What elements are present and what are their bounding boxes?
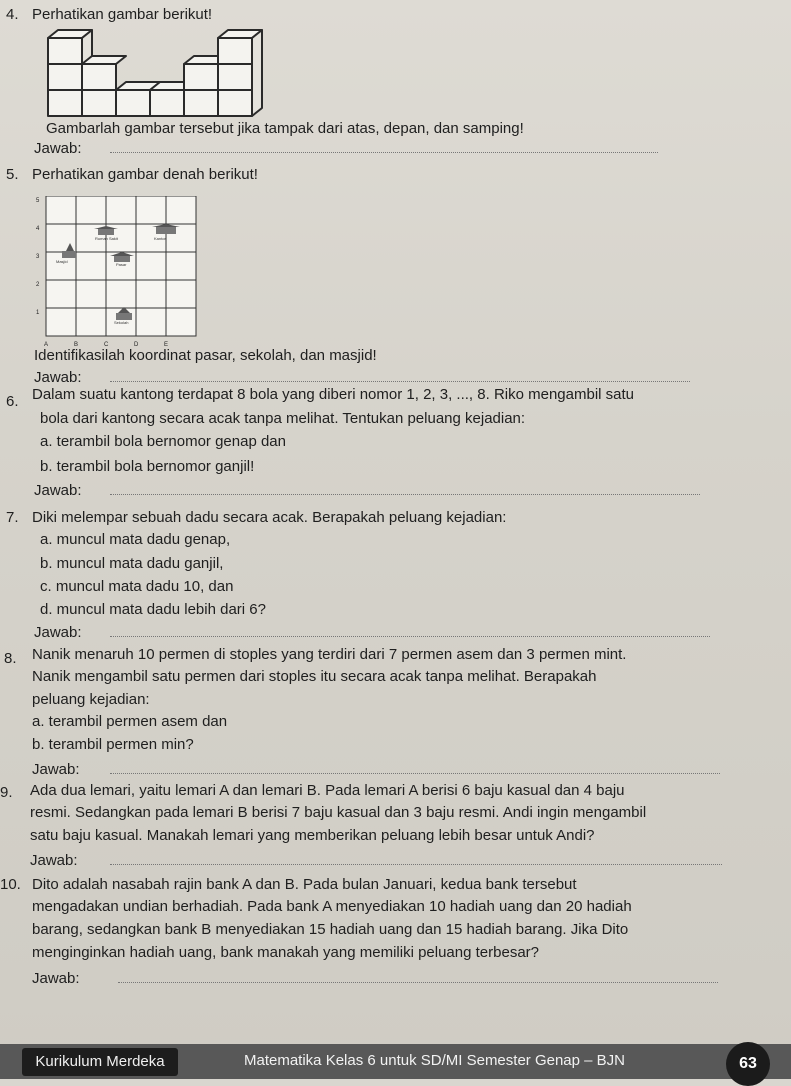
q6-text-line1: Dalam suatu kantong terdapat 8 bola yang diberi nomor 1, 2, 3, ..., 8. Riko mengambil satu (32, 386, 635, 403)
q7-option-c: c. muncul mata dadu 10, dan (40, 578, 234, 595)
map-place-masjid: Masjid (56, 259, 68, 264)
y-label-3: 3 (36, 254, 40, 260)
q6-number: 6. (6, 393, 19, 410)
q7-option-a: a. muncul mata dadu genap, (40, 531, 231, 548)
map-place-sekolah: Sekolah (114, 320, 129, 325)
q7-answer-line (110, 636, 710, 637)
q7-number: 7. (6, 509, 19, 526)
q8-answer-label: Jawab: (32, 761, 80, 778)
q8-answer-line (110, 773, 720, 774)
x-label-a: A (44, 342, 49, 348)
q5-prompt: Perhatikan gambar denah berikut! (32, 166, 258, 183)
q6-option-a: a. terambil bola bernomor genap dan (40, 433, 286, 450)
q10-number: 10. (0, 876, 21, 893)
q9-text-line3: satu baju kasual. Manakah lemari yang memberikan peluang lebih besar untuk Andi? (30, 827, 595, 844)
book-title: Matematika Kelas 6 untuk SD/MI Semester Genap – BJN (244, 1052, 625, 1069)
coordinate-map (28, 196, 218, 348)
q8-option-a: a. terambil permen asem dan (32, 713, 228, 730)
q8-option-b: b. terambil permen min? (32, 736, 194, 753)
q10-text-line2: mengadakan undian berhadiah. Pada bank A menyediakan 10 hadiah uang dan 20 hadiah (32, 898, 632, 915)
x-label-b: B (74, 342, 79, 348)
q4-instruction: Gambarlah gambar tersebut jika tampak dari atas, depan, dan samping! (46, 120, 524, 137)
y-label-5: 5 (36, 198, 40, 204)
x-label-c: C (104, 342, 109, 348)
q7-answer-label: Jawab: (34, 624, 82, 641)
q10-text-line4: menginginkan hadiah uang, bank manakah yang memiliki peluang terbesar? (32, 944, 539, 961)
q9-answer-line (110, 864, 722, 865)
map-place-rumah-sakit: Rumah Sakit (95, 236, 118, 241)
q8-text-line2: Nanik mengambil satu permen dari stoples itu secara acak tanpa melihat. Berapakah (32, 668, 597, 685)
q10-answer-label: Jawab: (32, 970, 80, 987)
q5-instruction: Identifikasilah koordinat pasar, sekolah, dan masjid! (34, 347, 377, 364)
y-label-4: 4 (36, 226, 40, 232)
x-label-e: E (164, 342, 169, 348)
page-number: 63 (726, 1042, 770, 1086)
q5-number: 5. (6, 166, 19, 183)
q10-text-line3: barang, sedangkan bank B menyediakan 15 hadiah uang dan 15 hadiah barang. Jika Dito (32, 921, 629, 938)
q7-option-d: d. muncul mata dadu lebih dari 6? (40, 601, 266, 618)
map-place-kantor: Kantor (154, 236, 166, 241)
q4-answer-line (110, 152, 658, 153)
q4-number: 4. (6, 6, 19, 23)
y-label-2: 2 (36, 282, 40, 288)
map-place-pasar: Pasar (116, 262, 127, 267)
q6-answer-line (110, 494, 700, 495)
q8-text-line3: peluang kejadian: (32, 691, 150, 708)
q9-text-line1: Ada dua lemari, yaitu lemari A dan lemari B. Pada lemari A berisi 6 baju kasual dan 4 baju (30, 782, 625, 799)
q4-prompt: Perhatikan gambar berikut! (32, 6, 213, 23)
q5-answer-label: Jawab: (34, 369, 82, 386)
q9-answer-label: Jawab: (30, 852, 78, 869)
q6-option-b: b. terambil bola bernomor ganjil! (40, 458, 255, 475)
q9-text-line2: resmi. Sedangkan pada lemari B berisi 7 baju kasual dan 3 baju resmi. Andi ingin mengambil (30, 804, 647, 821)
q6-text-line2: bola dari kantong secara acak tanpa melihat. Tentukan peluang kejadian: (40, 410, 526, 427)
q9-number: 9. (0, 784, 13, 801)
curriculum-badge: Kurikulum Merdeka (22, 1048, 178, 1076)
page-footer (0, 1022, 791, 1079)
cube-arrangement-figure (44, 28, 292, 120)
q6-answer-label: Jawab: (34, 482, 82, 499)
q10-answer-line (118, 982, 718, 983)
q5-answer-line (110, 381, 690, 382)
q7-text: Diki melempar sebuah dadu secara acak. Berapakah peluang kejadian: (32, 509, 507, 526)
q8-number: 8. (4, 650, 17, 667)
q7-option-b: b. muncul mata dadu ganjil, (40, 555, 224, 572)
q10-text-line1: Dito adalah nasabah rajin bank A dan B. Pada bulan Januari, kedua bank tersebut (32, 876, 577, 893)
q4-answer-label: Jawab: (34, 140, 82, 157)
x-label-d: D (134, 342, 139, 348)
q8-text-line1: Nanik menaruh 10 permen di stoples yang terdiri dari 7 permen asem dan 3 permen mint. (32, 646, 627, 663)
y-label-1: 1 (36, 310, 40, 316)
